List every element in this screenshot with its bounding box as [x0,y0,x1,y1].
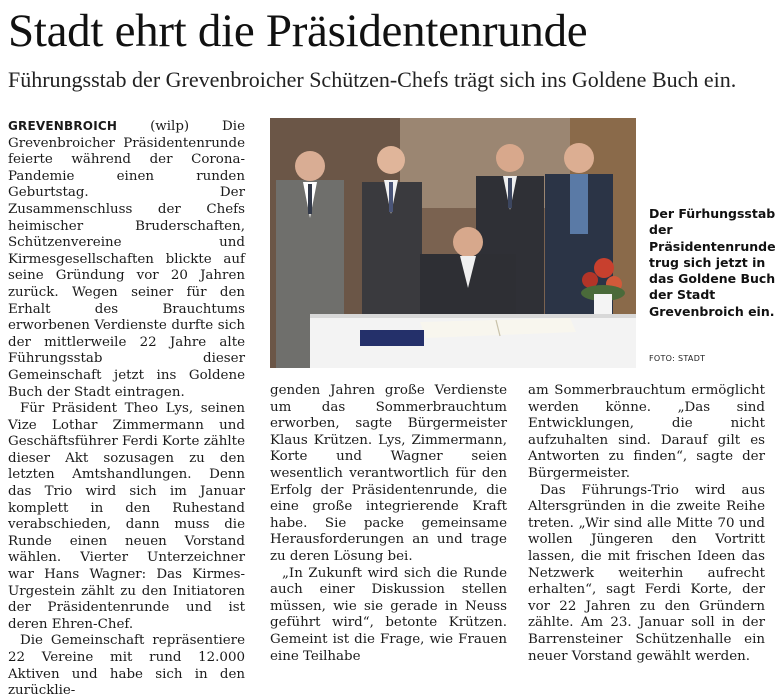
photo-caption: Der Fürhungsstab der Präsidentenrunde trug sich jetzt in das Goldene Buch der Stadt Grevenbroich ein. [649,206,776,319]
headline: Stadt ehrt die Präsidentenrunde [8,5,588,57]
paragraph: genden Jahren große Verdienste um das Sommerbrauchtum erworben, sagte Bürgermeister Klaus Krützen. Lys, Zimmermann, Korte und Wagner seien wesentlich verantwortlich für den Erfolg der Präsidentenrunde, die eine große integrierende Kraft habe. Sie packe gemeinsame Herausforderungen an und trage zu deren Lösung bei. [270,383,507,564]
paragraph: am Sommerbrauchtum ermöglicht werden könne. „Das sind Entwicklungen, die nicht aufzuhalten sind. Darauf gilt es Antworten zu finden“, sagte der Bürgermeister. [528,383,765,481]
article-column-1 [8,118,245,700]
paragraph: Das Führungs-Trio wird aus Altersgründen in die zweite Reihe treten. „Wir sind alle Mitte 70 und wollen Jüngeren den Vortritt lassen, die mit frischen Ideen das Netzwerk weiterhin aufrecht erhalten“, sagt Ferdi Korte, der vor 22 Jahren zu den Gründern zählte. Am 23. Januar soll in der Barrensteiner Schützenhalle ein neuer Vorstand gewählt werden. [528,482,765,664]
paragraph: Die Gemeinschaft repräsentiere 22 Vereine mit rund 12.000 Aktiven und habe sich in den zurücklie- [8,633,245,699]
photo-illustration [270,118,636,368]
photo-credit: FOTO: STADT [649,354,706,363]
paragraph: „In Zukunft wird sich die Runde auch einer Diskussion stellen müssen, wie sie gerade in Neuss geführt wird“, betonte Krützen. Gemeint ist die Frage, wie Frauen eine Teilhabe [270,565,507,664]
paragraph-text: Die Grevenbroicher Präsidentenrunde feierte während der Corona-Pandemie einen runden Geburtstag. Der Zusammenschluss der Chefs heimischer Bruderschaften, Schützenvereine und Kirmesgesellschaften blickte auf seine Gründung vor 20 Jahren zurück. Wegen seiner für den Erhalt des Brauchtums erworbenen Verdienste durfte sich der mittlerweile 22 Jahre alte Führungsstab dieser Gemeinschaft jetzt ins Goldene Buch der Stadt eintragen. [8,119,245,400]
paragraph [8,118,245,401]
article-column-2 [270,383,507,665]
photo [270,118,636,368]
author-tag: (wilp) [150,119,190,134]
subheadline: Führungsstab der Grevenbroicher Schützen-Chefs trägt sich ins Goldene Buch ein. [8,67,737,92]
paragraph: Für Präsident Theo Lys, seinen Vize Lothar Zimmermann und Geschäftsführer Ferdi Korte zählte dieser Akt sozusagen zu den letzten Amtshandlungen. Denn das Trio wird sich im Januar komplett in den Ruhestand verabschieden, dann muss die Runde einen neuen Vorstand wählen. Vierter Unterzeichner war Hans Wagner: Das Kirmes-Urgestein zählt zu den Initiatoren der Präsidentenrunde und ist deren Ehren-Chef. [8,401,245,632]
dateline: GREVENBROICH [8,119,118,133]
article-column-3 [528,383,765,665]
